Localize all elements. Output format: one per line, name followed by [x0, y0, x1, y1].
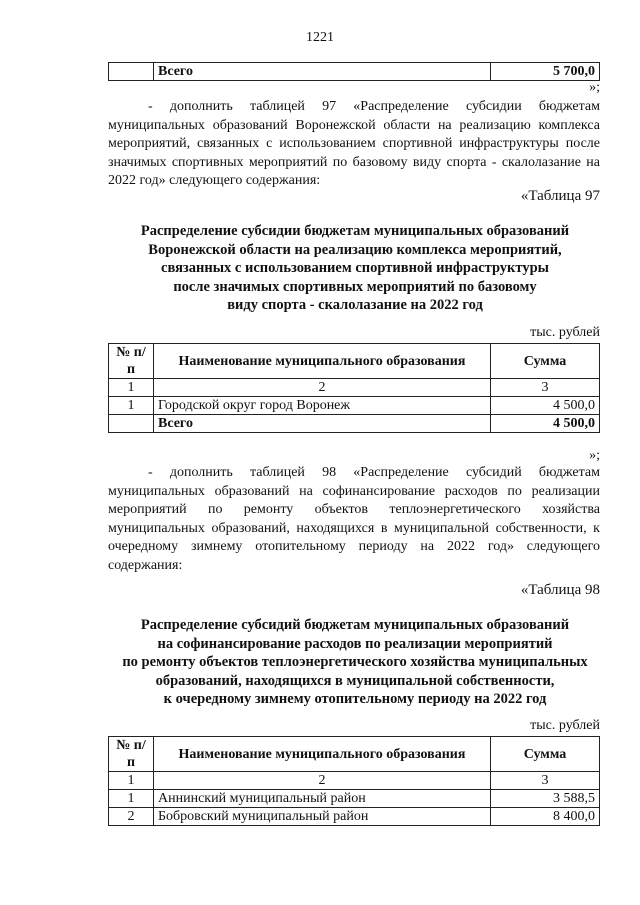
col-number: 3	[491, 379, 600, 397]
total-num-cell	[109, 415, 154, 433]
title-line: виду спорта - скалолазание на 2022 год	[227, 297, 483, 313]
header-row	[109, 737, 600, 772]
paragraph-98-text: - дополнить таблицей 98 «Распределение субсидий бюджетам муниципальных образований на софинансирование расходов по реализации мероприятий по ремонту объектов теплоэнергетического хозяйства муниципальных образований, находящихся в муниципальной собственности, к очередному зимнему отопительному периоду на 2022 год» следующего содержания:	[108, 465, 600, 573]
total-label: Всего	[154, 63, 491, 81]
row-sum: 8 400,0	[491, 808, 600, 826]
title-line: Воронежской области на реализацию комплекса мероприятий,	[148, 241, 562, 258]
table97-title	[100, 222, 610, 315]
table97	[108, 343, 600, 433]
total-value: 4 500,0	[491, 415, 600, 433]
row-sum: 4 500,0	[491, 397, 600, 415]
total-label: Всего	[154, 415, 491, 433]
total-row	[109, 415, 600, 433]
paragraph-97-text: - дополнить таблицей 97 «Распределение субсидии бюджетам муниципальных образований Воронежской области на реализацию комплекса мероприятий, связанных с использованием спортивной инфраструктуры после значимых спортивных мероприятий по базовому виду спорта - скалолазание на 2022 год» следующего содержания:	[108, 99, 600, 188]
col-number: 1	[109, 772, 154, 790]
table97-units: тыс. рублей	[530, 325, 600, 340]
title-line: связанных с использованием спортивной инфраструктуры	[161, 260, 549, 276]
total-num-cell	[109, 63, 154, 81]
column-numbers-row	[109, 772, 600, 790]
title-line: на софинансирование расходов по реализации мероприятий	[157, 635, 553, 652]
table98-units: тыс. рублей	[530, 718, 600, 733]
header-row	[109, 344, 600, 379]
row-num: 1	[109, 397, 154, 415]
table-row	[109, 790, 600, 808]
row-name: Аннинский муниципальный район	[154, 790, 491, 808]
page-number: 1221	[306, 30, 334, 45]
header-name: Наименование муниципального образования	[154, 737, 491, 772]
table-row	[109, 397, 600, 415]
close-quote: »;	[589, 448, 600, 463]
column-numbers-row	[109, 379, 600, 397]
close-quote: »;	[589, 80, 600, 95]
row-name: Городской округ город Воронеж	[154, 397, 491, 415]
col-number: 1	[109, 379, 154, 397]
carryover-table	[108, 62, 600, 81]
header-num: № п/п	[109, 737, 154, 772]
title-line: по ремонту объектов теплоэнергетического хозяйства муниципальных	[122, 654, 588, 670]
title-line: Распределение субсидии бюджетам муниципальных образований	[140, 223, 570, 239]
row-sum: 3 588,5	[491, 790, 600, 808]
table97-label: «Таблица 97	[520, 188, 600, 204]
table98	[108, 736, 600, 826]
col-number: 2	[154, 772, 491, 790]
table-row	[109, 808, 600, 826]
paragraph-98	[108, 464, 600, 575]
title-line: к очередному зимнему отопительному периоду на 2022 год	[163, 691, 547, 707]
col-number: 3	[491, 772, 600, 790]
row-num: 1	[109, 790, 154, 808]
title-line: после значимых спортивных мероприятий по базовому	[173, 278, 537, 295]
table98-title	[100, 616, 610, 709]
total-row	[109, 63, 600, 81]
header-name: Наименование муниципального образования	[154, 344, 491, 379]
col-number: 2	[154, 379, 491, 397]
header-sum: Сумма	[491, 344, 600, 379]
header-num: № п/п	[109, 344, 154, 379]
title-line: образований, находящихся в муниципальной собственности,	[155, 672, 555, 689]
paragraph-97	[108, 98, 600, 191]
table98-label: «Таблица 98	[520, 582, 600, 598]
row-num: 2	[109, 808, 154, 826]
title-line: Распределение субсидий бюджетам муниципальных образований	[140, 617, 570, 633]
total-value: 5 700,0	[491, 63, 600, 81]
header-sum: Сумма	[491, 737, 600, 772]
row-name: Бобровский муниципальный район	[154, 808, 491, 826]
